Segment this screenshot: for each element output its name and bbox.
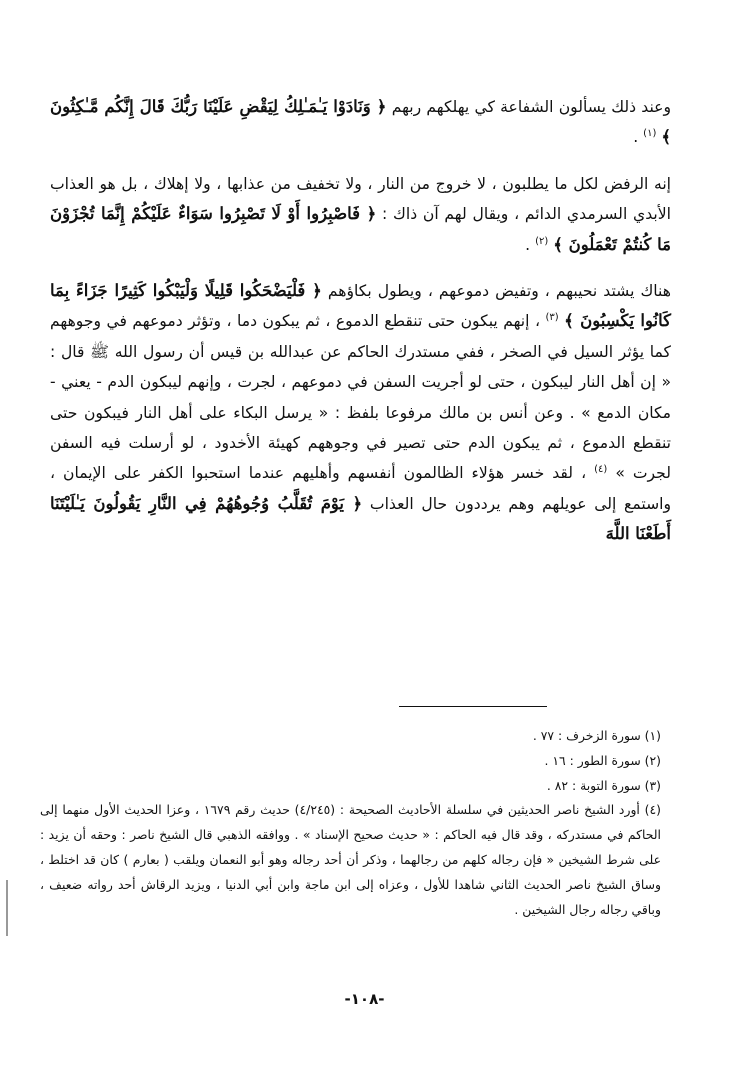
- paragraph-1-intro: وعند ذلك يسألون الشفاعة كي يهلكهم ربهم: [391, 98, 671, 116]
- quran-verse-3: ﴿ فَلْيَضْحَكُوا قَلِيلًا وَلْيَبْكُوا كَثِيرًا جَزَاءً بِمَا كَانُوا يَكْسِبُونَ ﴾: [50, 281, 671, 331]
- footnote-ref-3: (٣): [545, 312, 559, 324]
- paragraph-1-end: .: [633, 128, 639, 147]
- footnote-2: (٢) سورة الطور : ١٦ .: [544, 752, 661, 768]
- paragraph-3: [50, 276, 671, 550]
- paragraph-3-intro: هناك يشتد نحيبهم ، وتفيض دموعهم ، ويطول بكاؤهم: [327, 282, 671, 301]
- paragraph-3-text-continued: ، لقد خسر هؤلاء الظالمون أنفسهم وأهليهم عندما استحبوا الكفر على الإيمان ، واستمع إلى عويلهم وهم يرددون حال العذاب: [50, 464, 671, 513]
- paragraph-3-text: ، إنهم يبكون حتى تنقطع الدموع ، ثم يبكون دما ، وتؤثر دموعهم في وجوههم كما يؤثر السيل في الصخر ، ففي مستدرك الحاكم عن عبدالله بن قيس أن رسول الله ﷺ قال : « إن أهل النار ليبكون ، حتى لو أجريت السفن في دموعهم ، لجرت ، وإنهم ليبكون الدم - يعني - مكان الدمع » . وعن أنس بن مالك مرفوعا بلفظ : « يرسل البكاء على أهل النار فيبكون حتى تنقطع الدموع ، ثم يبكون الدم حتى تصير في وجوههم كهيئة الأخدود ، لو أرسلت فيه السفن لجرت »: [50, 312, 671, 483]
- paragraph-1: [50, 92, 671, 153]
- main-text: [50, 92, 671, 550]
- paragraph-2: [50, 169, 671, 260]
- footnote-ref-4: (٤): [594, 464, 608, 476]
- footnote-1: (١) سورة الزخرف : ٧٧ .: [532, 728, 661, 743]
- quran-verse-1: ﴿ وَنَادَوْا يَـٰمَـٰلِكُ لِيَقْضِ عَلَيْنَا رَبُّكَ قَالَ إِنَّكُم مَّـٰكِثُونَ ﴾: [50, 97, 671, 147]
- quran-verse-4: ﴿ يَوْمَ تُقَلَّبُ وُجُوهُهُمْ فِي النَّارِ يَقُولُونَ يَـٰلَيْتَنَا أَطَعْنَا اللَّهَ: [50, 493, 671, 544]
- quran-verse-2: ﴿ فَاصْبِرُوا أَوْ لَا تَصْبِرُوا سَوَاءٌ عَلَيْكُمْ إِنَّمَا تُجْزَوْنَ مَا كُنتُمْ تَعْمَلُونَ ﴾: [50, 204, 671, 254]
- paragraph-2-end: .: [525, 235, 531, 254]
- scan-edge-mark: [6, 880, 8, 936]
- footnote-3: (٣) سورة التوبة : ٨٢ .: [546, 777, 661, 793]
- footnote-separator: [399, 706, 547, 707]
- footnote-ref-2: (٢): [535, 235, 549, 247]
- footnotes: [40, 724, 661, 922]
- page-number: -١٠٨-: [344, 990, 385, 1008]
- footnote-ref-1: (١): [643, 128, 657, 140]
- footnote-4: (٤) أورد الشيخ ناصر الحديثين في سلسلة الأحاديث الصحيحة : (٤/٢٤٥) حديث رقم ١٦٧٩ ، وعزا الحديث الأول منهما إلى الحاكم في مستدركه ، وقد قال فيه الحاكم : « حديث صحيح الإسناد » . ووافقه الذهبي قال الشيخ ناصر : وحقه أن يزيد : على شرط الشيخين « فإن رجاله كلهم من رجالهما ، وذكر أن أحد رجاله وهو أبو النعمان ويلقب ( بعارم ) كان قد اختلط ، وساق الشيخ ناصر الحديث الثاني شاهدا للأول ، وعزاه إلى ابن ماجة وابن أبي الدنيا ، ويزيد الرقاش أحد رواته ضعيف ، وباقي رجاله رجال الشيخين .: [40, 802, 661, 917]
- paragraph-2-text: إنه الرفض لكل ما يطلبون ، لا خروج من النار ، ولا تخفيف من عذابها ، ولا إهلاك ، بل هو العذاب الأبدي السرمدي الدائم ، ويقال لهم آن ذاك :: [50, 174, 671, 224]
